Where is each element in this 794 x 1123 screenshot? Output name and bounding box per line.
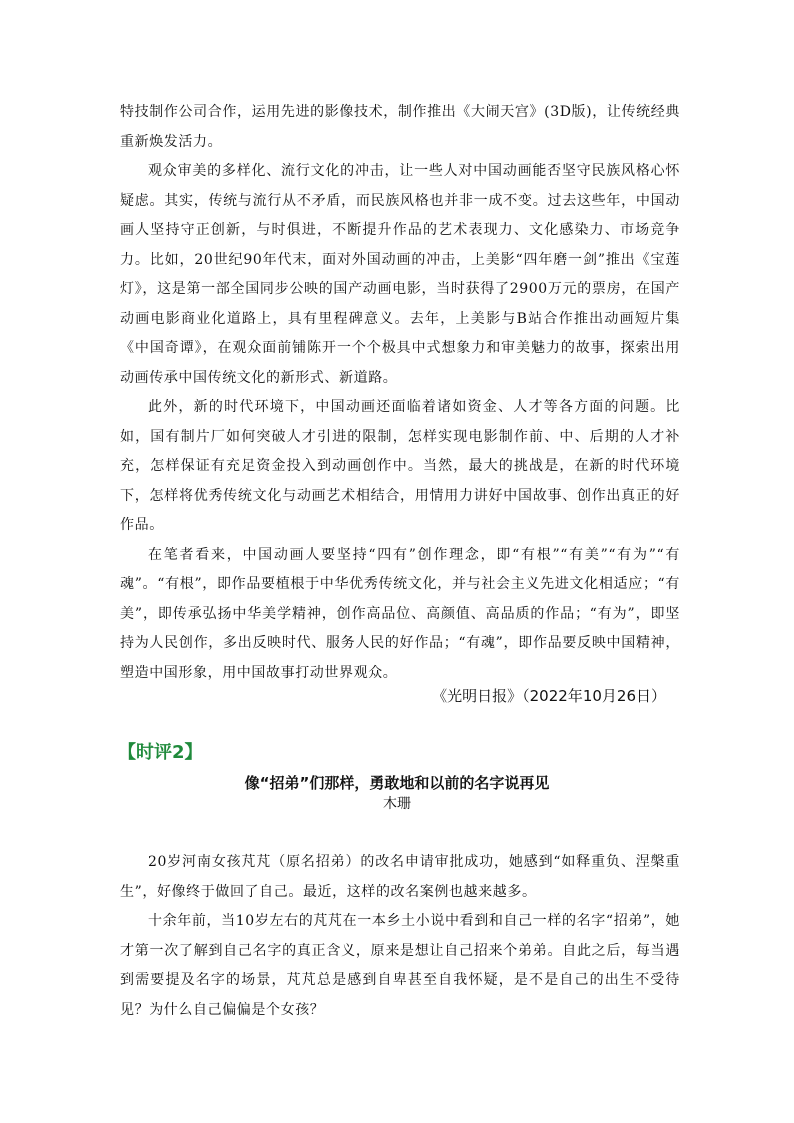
review-2-body xyxy=(120,848,680,1025)
paragraph: 此外，新的时代环境下，中国动画还面临着诸如资金、人才等各方面的问题。比如，国有制片厂如何突破人才引进的限制，怎样实现电影制作前、中、后期的人才补充，怎样保证有充足资金投入到动画创作中。当然，最大的挑战是，在新的时代环境下，怎样将优秀传统文化与动画艺术相结合，用情用力讲好中国故事、创作出真正的好作品。 xyxy=(120,399,680,533)
paragraph: 在笔者看来，中国动画人要坚持“四有”创作理念，即“有根”“有美”“有为”“有魂”。“有根”，即作品要植根于中华优秀传统文化，并与社会主义先进文化相适应；“有美”，即传承弘扬中华美学精神，创作高品位、高颜值、高品质的作品；“有为”，即坚持为人民创作，多出反映时代、服务人民的好作品；“有魂”，即作品要反映中国精神，塑造中国形象，用中国故事打动世界观众。 xyxy=(120,546,680,681)
article-title: 像“招弟”们那样，勇敢地和以前的名字说再见 xyxy=(244,774,550,792)
article-source: 《光明日报》（2022年10月26日） xyxy=(432,687,666,705)
article-author: 木珊 xyxy=(383,796,411,812)
paragraph: 20岁河南女孩芃芃（原名招弟）的改名申请审批成功，她感到“如释重负、涅槃重生”，好像终于做回了自己。最近，这样的改名案例也越来越多。 xyxy=(120,854,680,900)
paragraph: 特技制作公司合作，运用先进的影像技术，制作推出《大闹天宫》(3D版)，让传统经典重新焕发活力。 xyxy=(120,104,680,150)
section-tag: 【时评2】 xyxy=(118,742,203,763)
article-1-body xyxy=(120,98,680,688)
paragraph: 观众审美的多样化、流行文化的冲击，让一些人对中国动画能否坚守民族风格心怀疑虑。其实，传统与流行从不矛盾，而民族风格也并非一成不变。过去这些年，中国动画人坚持守正创新，与时俱进，不断提升作品的艺术表现力、文化感染力、市场竞争力。比如，20世纪90年代末，面对外国动画的冲击，上美影“四年磨一剑”推出《宝莲灯》，这是第一部全国同步公映的国产动画电影，当时获得了2900万元的票房，在国产动画电影商业化道路上，具有里程碑意义。去年，上美影与B站合作推出动画短片集《中国奇谭》，在观众面前铺陈开一个个极具中式想象力和审美魅力的故事，探索出用动画传承中国传统文化的新形式、新道路。 xyxy=(120,163,680,386)
paragraph: 十余年前，当10岁左右的芃芃在一本乡土小说中看到和自己一样的名字“招弟”，她才第一次了解到自己名字的真正含义，原来是想让自己招来个弟弟。自此之后，每当遇到需要提及名字的场景，芃芃总是感到自卑甚至自我怀疑，是不是自己的出生不受待见？为什么自己偏偏是个女孩？ xyxy=(120,913,680,1018)
